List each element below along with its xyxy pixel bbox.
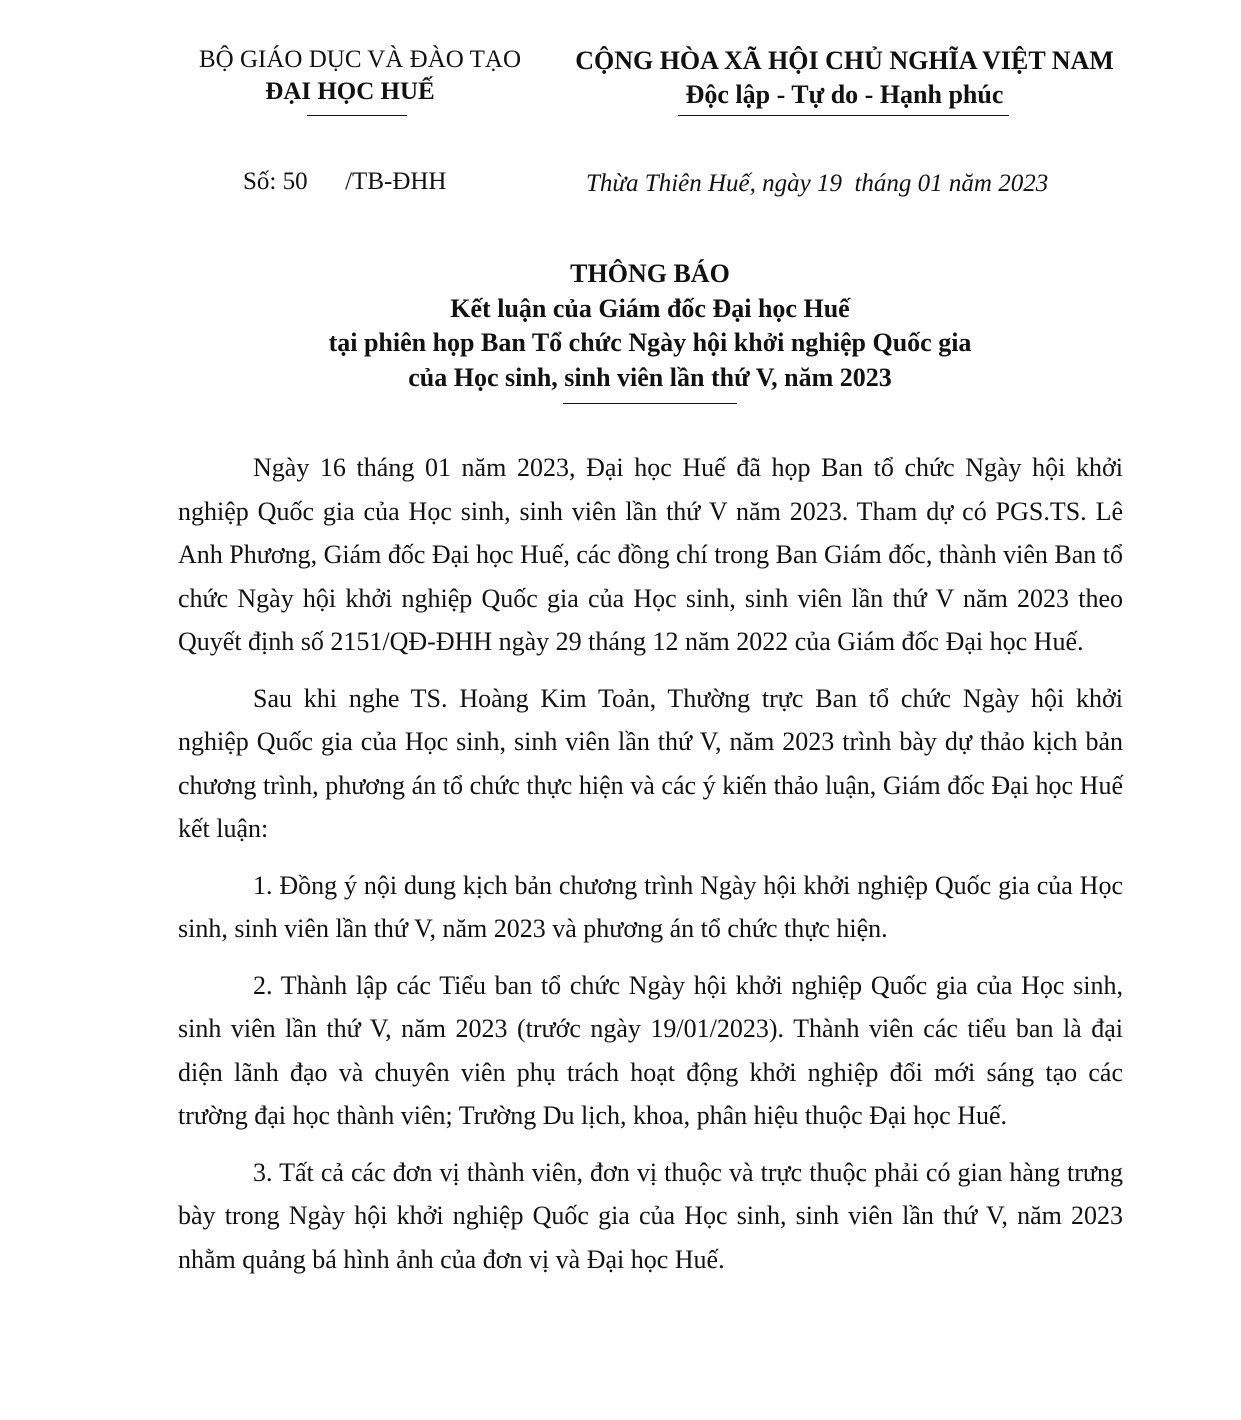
title-divider — [563, 403, 737, 404]
ministry-name: BỘ GIÁO DỤC VÀ ĐÀO TẠO — [199, 46, 521, 73]
header-right-divider — [678, 115, 1009, 116]
header-left-divider — [307, 115, 407, 116]
body-paragraph: Ngày 16 tháng 01 năm 2023, Đại học Huế đã họp Ban tổ chức Ngày hội khởi nghiệp Quốc gia của Học sinh, sinh viên lần thứ V năm 2023. Tham dự có PGS.TS. Lê Anh Phương, Giám đốc Đại học Huế, các đồng chí trong Ban Giám đốc, thành viên Ban tổ chức Ngày hội khởi nghiệp Quốc gia của Học sinh, sinh viên lần thứ V năm 2023 theo Quyết định số 2151/QĐ-ĐHH ngày 29 tháng 12 năm 2022 của Giám đốc Đại học Huế. — [178, 453, 1123, 656]
document-type-heading: THÔNG BÁO — [570, 259, 730, 288]
title-line-2: tại phiên họp Ban Tổ chức Ngày hội khởi nghiệp Quốc gia — [328, 328, 972, 357]
body-paragraph: 3. Tất cả các đơn vị thành viên, đơn vị thuộc và trực thuộc phải có gian hàng trưng bày trong Ngày hội khởi nghiệp Quốc gia của Học sinh, sinh viên lần thứ V, năm 2023 nhằm quảng bá hình ảnh của đơn vị và Đại học Huế. — [178, 1157, 1123, 1274]
place-and-date: Thừa Thiên Huế, ngày 19 tháng 01 năm 2023 — [586, 170, 1049, 197]
national-title: CỘNG HÒA XÃ HỘI CHỦ NGHĨA VIỆT NAM — [575, 46, 1114, 75]
body-paragraph: 2. Thành lập các Tiểu ban tổ chức Ngày hội khởi nghiệp Quốc gia của Học sinh, sinh viên lần thứ V, năm 2023 (trước ngày 19/01/2023). Thành viên các tiểu ban là đại diện lãnh đạo và chuyên viên phụ trách hoạt động khởi nghiệp đổi mới sáng tạo các trường đại học thành viên; Trường Du lịch, khoa, phân hiệu thuộc Đại học Huế. — [178, 970, 1123, 1130]
title-line-3: của Học sinh, sinh viên lần thứ V, năm 2023 — [408, 362, 892, 392]
body-paragraph: 1. Đồng ý nội dung kịch bản chương trình Ngày hội khởi nghiệp Quốc gia của Học sinh, sinh viên lần thứ V, năm 2023 và phương án tổ chức thực hiện. — [178, 870, 1123, 943]
university-name: ĐẠI HỌC HUẾ — [265, 78, 435, 105]
national-motto: Độc lập - Tự do - Hạnh phúc — [685, 80, 1004, 109]
title-line-1: Kết luận của Giám đốc Đại học Huế — [450, 293, 850, 323]
body-paragraph: Sau khi nghe TS. Hoàng Kim Toản, Thường trực Ban tổ chức Ngày hội khởi nghiệp Quốc gia của Học sinh, sinh viên lần thứ V, năm 2023 trình bày dự thảo kịch bản chương trình, phương án tổ chức thực hiện và các ý kiến thảo luận, Giám đốc Đại học Huế kết luận: — [178, 683, 1123, 843]
document-title-block — [240, 257, 1060, 395]
document-body — [178, 446, 1123, 1294]
document-number: Số: 50 /TB-ĐHH — [243, 168, 447, 195]
